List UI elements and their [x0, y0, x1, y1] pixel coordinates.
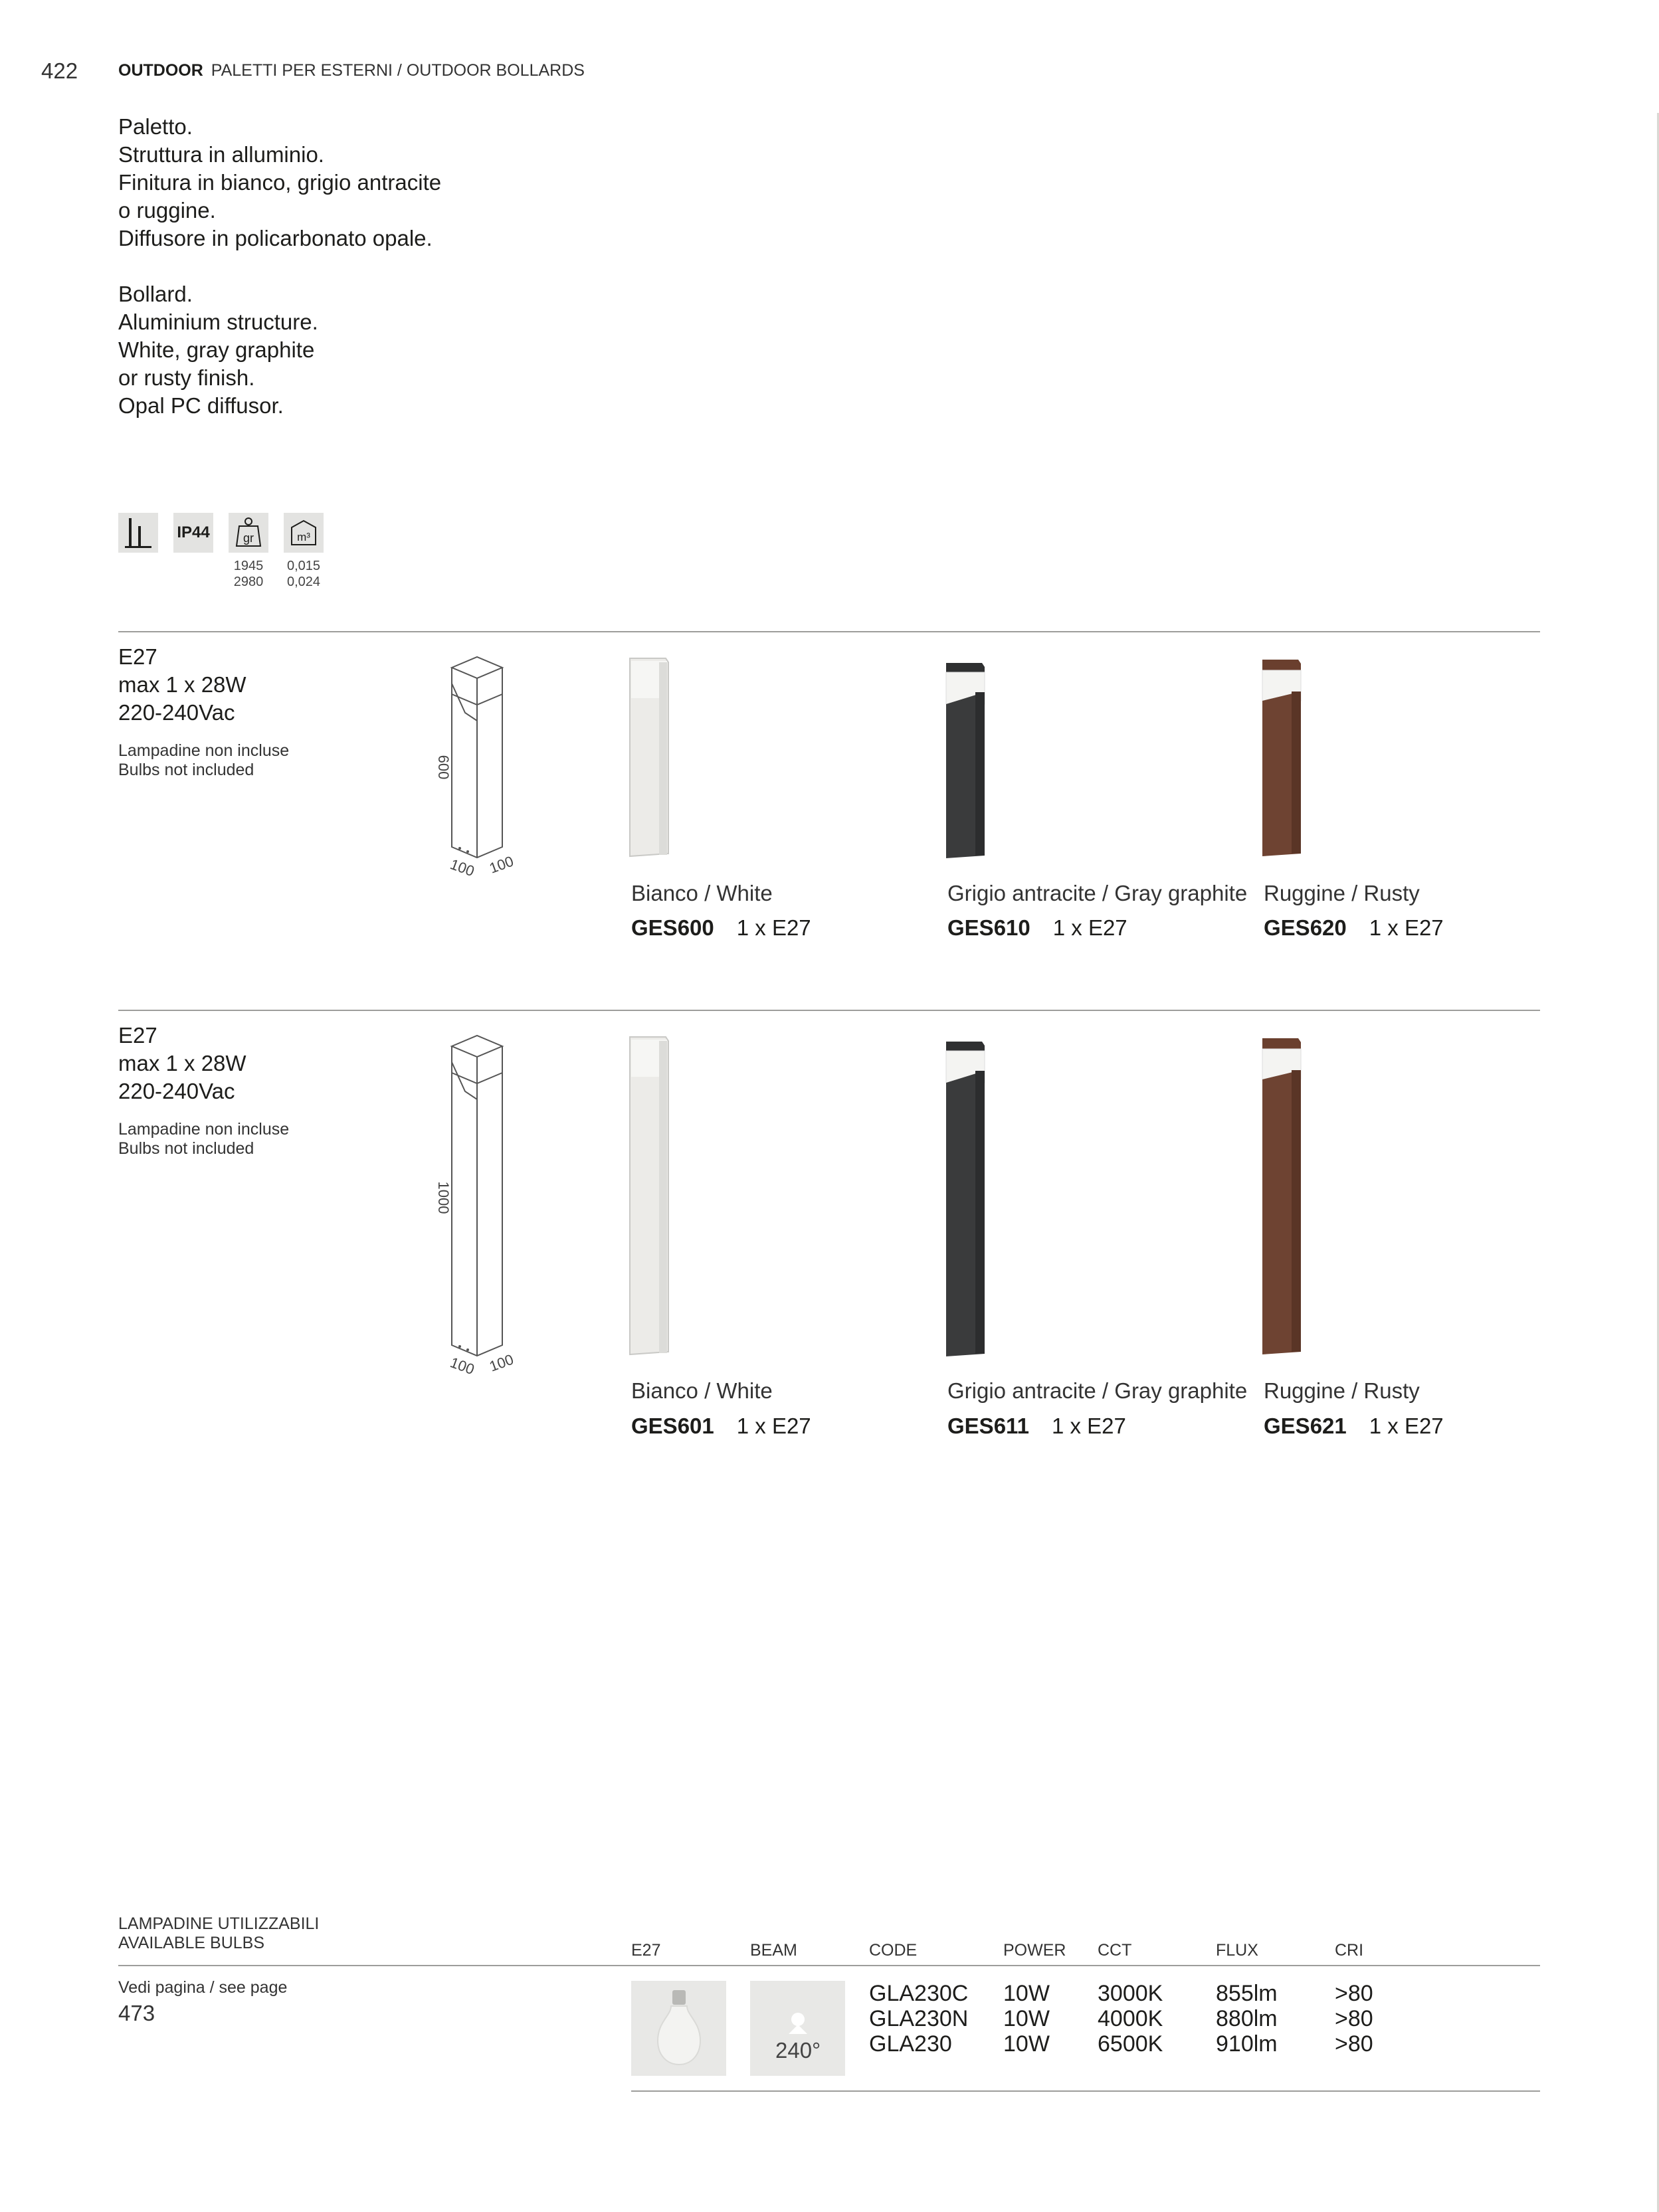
column-header-cct: CCT	[1098, 1941, 1132, 1960]
max-power: max 1 x 28W	[118, 1051, 246, 1075]
bulb-power: 10W	[1003, 2031, 1050, 2057]
bulb-code: GLA230C	[869, 1981, 969, 2006]
product-image-rusty-bollard	[1257, 1033, 1304, 1358]
product-code: GES620	[1264, 915, 1347, 940]
product-code-line	[631, 1414, 811, 1439]
description-italian	[118, 113, 441, 252]
description-english	[118, 280, 318, 420]
technical-drawing	[425, 654, 525, 880]
volume-icon	[284, 513, 324, 553]
socket-type: E27	[118, 1023, 157, 1048]
product-code: GES600	[631, 915, 714, 940]
finish-label: Bianco / White	[631, 881, 773, 905]
column-header-socket: E27	[631, 1941, 661, 1960]
bulb-code: GLA230	[869, 2031, 952, 2057]
base-dimension-b: 100	[487, 1350, 516, 1375]
beam-angle: 240°	[775, 2038, 821, 2063]
bulbs-note-english: Bulbs not included	[118, 761, 254, 779]
lamp-spec: 1 x E27	[1369, 1414, 1444, 1438]
bulbs-section-title	[118, 1914, 319, 1953]
section-specs	[118, 643, 289, 780]
technical-drawing	[425, 1033, 525, 1378]
weight-unit: gr	[243, 531, 254, 545]
volume-value: 0,024	[286, 575, 321, 589]
see-page-label: Vedi pagina / see page	[118, 1978, 288, 1997]
product-code-line	[1264, 915, 1444, 941]
desc-it-line: Paletto.	[118, 114, 193, 139]
column-header-cri: CRI	[1335, 1941, 1364, 1960]
product-image-white-bollard	[625, 654, 671, 860]
page-number: 422	[41, 58, 78, 83]
ip-rating-label: IP44	[177, 523, 210, 541]
product-code: GES601	[631, 1414, 714, 1438]
ip-rating-badge	[173, 513, 213, 553]
weight-icon	[229, 513, 268, 553]
bulb-thumbnail	[631, 1981, 726, 2076]
bulbs-title-english: AVAILABLE BULBS	[118, 1934, 265, 1952]
lamp-spec: 1 x E27	[1051, 1414, 1126, 1438]
max-power: max 1 x 28W	[118, 672, 246, 697]
bulb-power-column	[1003, 1981, 1050, 2057]
voltage: 220-240Vac	[118, 1079, 235, 1103]
desc-it-line: Finitura in bianco, grigio antracite	[118, 170, 442, 195]
section-divider	[118, 1010, 1540, 1011]
base-dimension-b: 100	[487, 852, 516, 877]
base-dimension-a: 100	[448, 1354, 477, 1378]
product-code-line	[1264, 1414, 1444, 1439]
desc-it-line: Struttura in alluminio.	[118, 142, 324, 167]
ground-mount-icon	[118, 513, 158, 553]
bulbs-title-italian: LAMPADINE UTILIZZABILI	[118, 1914, 320, 1933]
desc-it-line: Diffusore in policarbonato opale.	[118, 226, 433, 250]
bulb-cct: 6500K	[1098, 2031, 1163, 2057]
bulb-flux: 910lm	[1216, 2031, 1278, 2057]
desc-en-line: Opal PC diffusor.	[118, 393, 284, 418]
bulb-code-column	[869, 1981, 968, 2057]
weight-value: 2980	[233, 575, 264, 589]
bulbs-note-italian: Lampadine non incluse	[118, 1120, 290, 1139]
product-image-rusty-bollard	[1257, 654, 1304, 860]
product-code-line	[947, 1414, 1126, 1439]
voltage: 220-240Vac	[118, 700, 235, 725]
finish-label: Ruggine / Rusty	[1264, 1378, 1420, 1403]
lamp-spec: 1 x E27	[1369, 915, 1444, 940]
column-header-code: CODE	[869, 1941, 918, 1960]
height-dimension: 600	[435, 755, 452, 780]
bulb-flux: 855lm	[1216, 1981, 1278, 2006]
bulb-cct-column	[1098, 1981, 1163, 2057]
product-code: GES611	[947, 1414, 1029, 1438]
product-image-graphite-bollard	[941, 658, 987, 860]
column-header-beam: BEAM	[750, 1941, 797, 1960]
column-header-power: POWER	[1003, 1941, 1066, 1960]
page-header	[118, 61, 585, 80]
desc-en-line: White, gray graphite	[118, 337, 315, 362]
table-bottom-rule	[631, 2090, 1540, 2092]
bulb-power: 10W	[1003, 2006, 1050, 2031]
header-category: OUTDOOR	[118, 61, 203, 80]
finish-label: Bianco / White	[631, 1378, 773, 1403]
volume-value: 0,015	[286, 559, 321, 573]
bulbs-note-english: Bulbs not included	[118, 1139, 254, 1158]
weight-values	[229, 558, 268, 590]
desc-en-line: or rusty finish.	[118, 365, 255, 390]
bulb-cct: 4000K	[1098, 2006, 1163, 2031]
bulb-cri: >80	[1335, 1981, 1373, 2006]
weight-value: 1945	[233, 559, 264, 573]
socket-type: E27	[118, 644, 157, 669]
section-divider	[118, 1965, 1540, 1966]
finish-label: Grigio antracite / Gray graphite	[947, 1378, 1248, 1403]
beam-thumbnail	[750, 1981, 845, 2076]
height-dimension: 1000	[435, 1181, 452, 1214]
desc-en-line: Bollard.	[118, 282, 193, 306]
desc-it-line: o ruggine.	[118, 198, 216, 223]
bulb-cri-column	[1335, 1981, 1373, 2057]
product-code-line	[631, 915, 811, 941]
bulb-icon	[631, 1981, 726, 2076]
lamp-spec: 1 x E27	[736, 915, 811, 940]
finish-label: Grigio antracite / Gray graphite	[947, 881, 1248, 905]
lamp-spec: 1 x E27	[736, 1414, 811, 1438]
header-subtitle: PALETTI PER ESTERNI / OUTDOOR BOLLARDS	[211, 61, 585, 80]
bulb-code: GLA230N	[869, 2006, 969, 2031]
volume-values	[284, 558, 324, 590]
lamp-spec: 1 x E27	[1052, 915, 1127, 940]
bulbs-note-italian: Lampadine non incluse	[118, 741, 290, 760]
see-page-number: 473	[118, 2001, 155, 2025]
desc-en-line: Aluminium structure.	[118, 310, 318, 334]
finish-label: Ruggine / Rusty	[1264, 881, 1420, 905]
product-code: GES610	[947, 915, 1030, 940]
bulb-flux-column	[1216, 1981, 1278, 2057]
volume-unit: m³	[297, 531, 310, 543]
section-specs	[118, 1022, 289, 1158]
bulb-cct: 3000K	[1098, 1981, 1163, 2006]
bulb-power: 10W	[1003, 1981, 1050, 2006]
base-dimension-a: 100	[448, 856, 477, 880]
product-code-line	[947, 915, 1127, 941]
column-header-flux: FLUX	[1216, 1941, 1258, 1960]
section-divider	[118, 631, 1540, 632]
product-image-graphite-bollard	[941, 1036, 987, 1358]
product-code: GES621	[1264, 1414, 1347, 1438]
product-image-white-bollard	[625, 1033, 671, 1358]
bulb-cri: >80	[1335, 2006, 1373, 2031]
bulb-cri: >80	[1335, 2031, 1373, 2057]
bulb-flux: 880lm	[1216, 2006, 1278, 2031]
